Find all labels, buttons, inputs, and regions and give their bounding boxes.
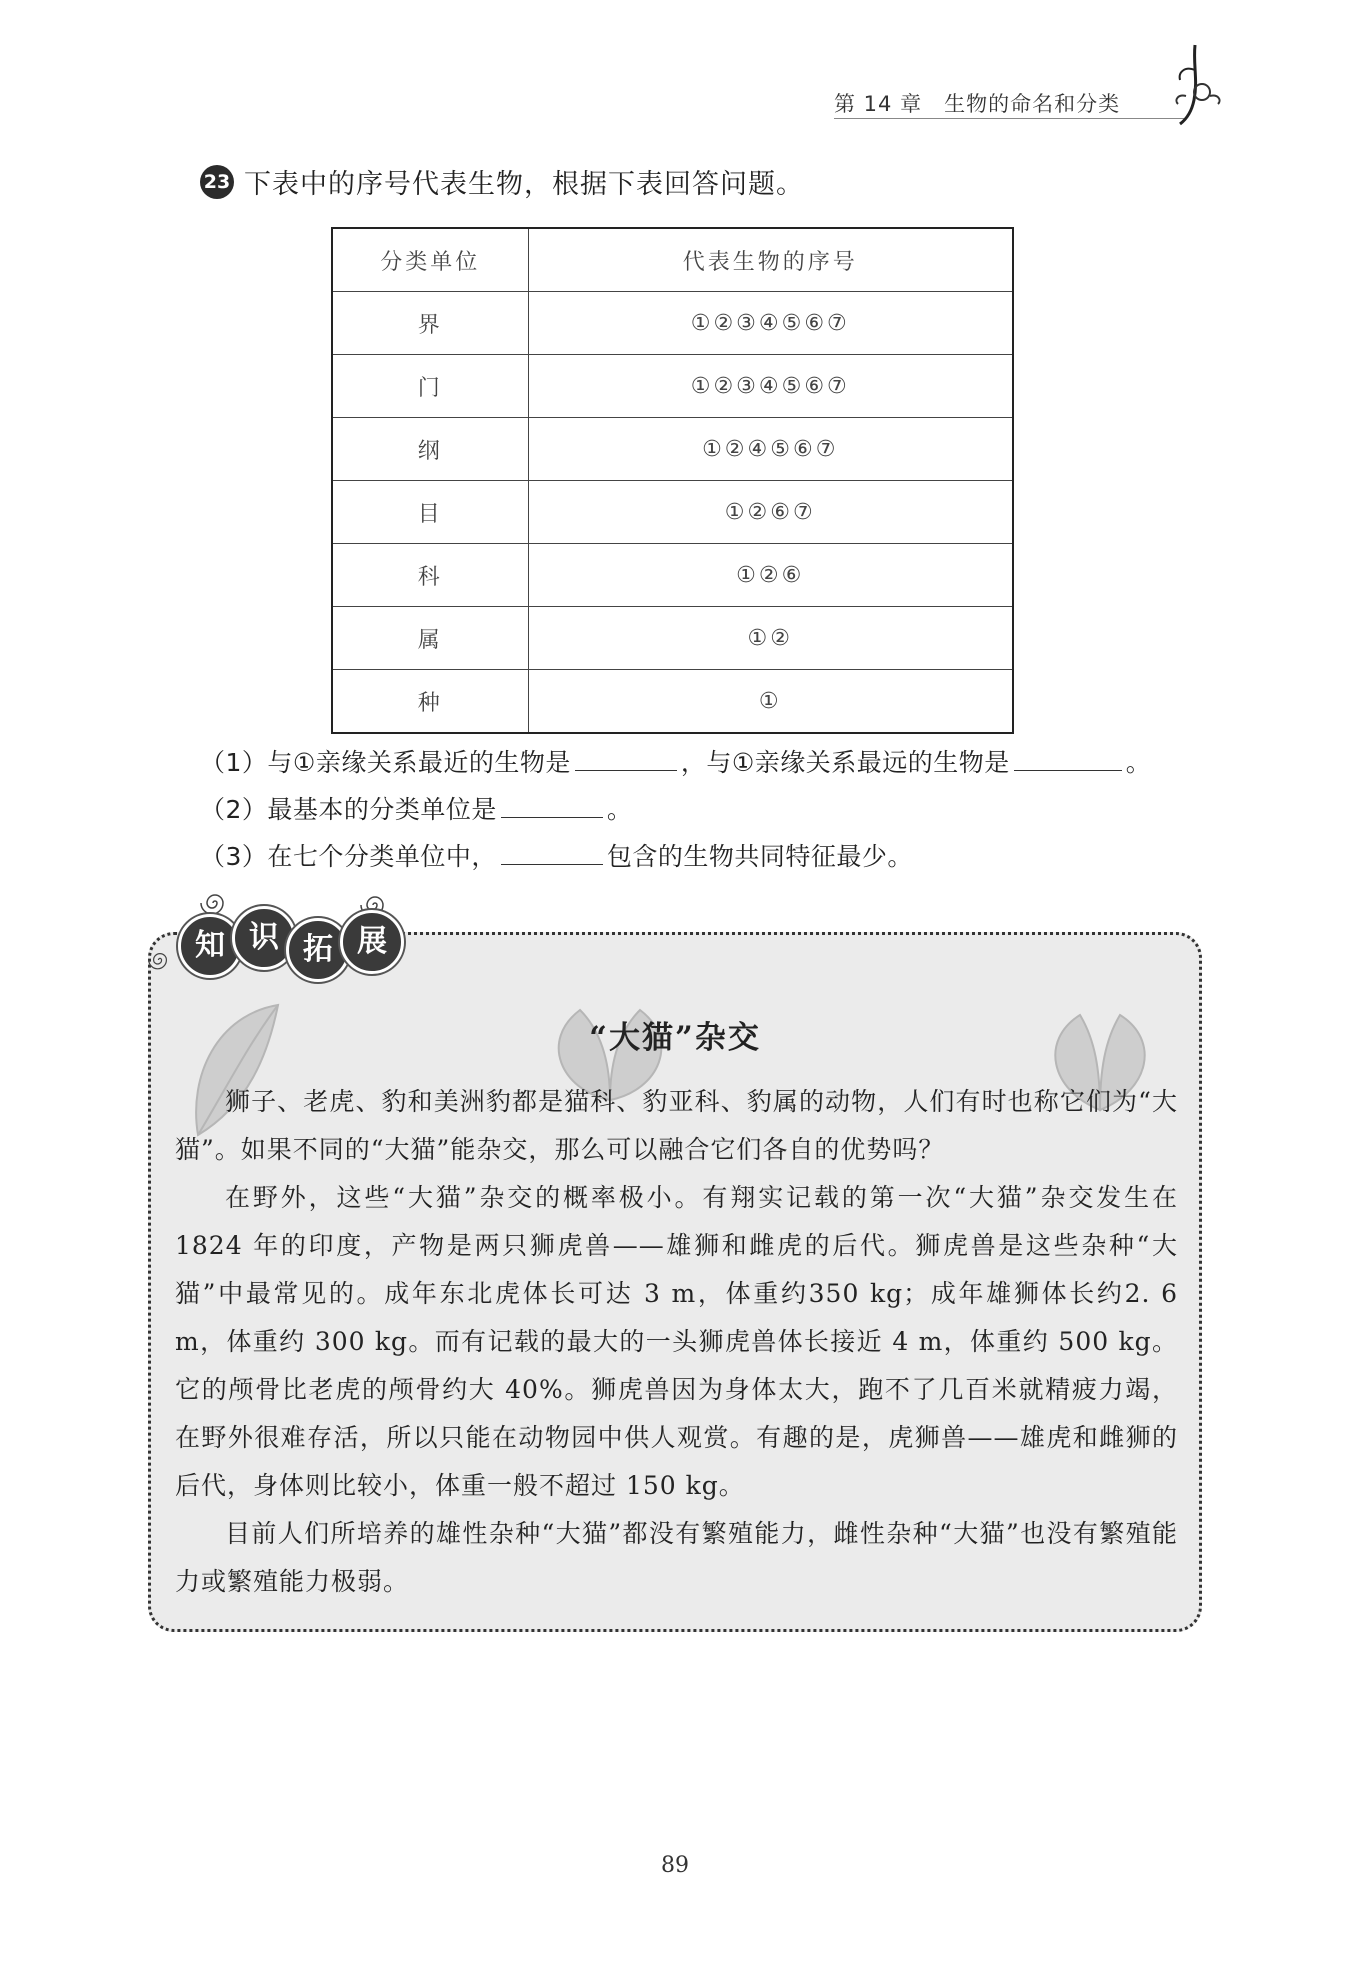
table-row <box>332 670 1013 734</box>
chapter-heading <box>834 88 1120 118</box>
article-paragraph: 目前人们所培养的雄性杂种“大猫”都没有繁殖能力，雌性杂种“大猫”也没有繁殖能力或繁殖能力极弱。 <box>175 1519 1178 1596</box>
subquestion-2 <box>200 790 632 826</box>
classification-table <box>331 227 1014 734</box>
table-cell-unit: 界 <box>332 292 528 355</box>
table-header-cell: 分类单位 <box>332 228 528 292</box>
answer-blank-1a[interactable] <box>575 744 677 771</box>
table-cell-unit: 属 <box>332 607 528 670</box>
table-cell-organisms: ①②③④⑤⑥⑦ <box>528 292 1013 355</box>
table-cell-unit: 纲 <box>332 418 528 481</box>
table-cell-organisms: ①② <box>528 607 1013 670</box>
chapter-title: 生物的命名和分类 <box>944 92 1121 116</box>
table-row <box>332 544 1013 607</box>
subquestion-1 <box>200 743 1151 779</box>
question-text: 下表中的序号代表生物，根据下表回答问题。 <box>244 169 804 200</box>
knowledge-extension-heading <box>150 888 410 978</box>
subquestion-1-text-c: 。 <box>1125 748 1152 777</box>
chapter-number: 第 14 章 <box>834 92 923 116</box>
answer-blank-1b[interactable] <box>1014 744 1122 771</box>
subquestion-3-text-a: （3）在七个分类单位中， <box>200 842 497 871</box>
table-cell-unit: 科 <box>332 544 528 607</box>
answer-blank-2[interactable] <box>501 791 603 818</box>
table-row <box>332 355 1013 418</box>
page-header <box>830 88 1270 128</box>
table-cell-organisms: ①②③④⑤⑥⑦ <box>528 355 1013 418</box>
table-cell-unit: 门 <box>332 355 528 418</box>
subquestion-3 <box>200 837 913 873</box>
article-body <box>175 1078 1178 1606</box>
table-row <box>332 481 1013 544</box>
subquestion-2-text-a: （2）最基本的分类单位是 <box>200 795 497 824</box>
table-cell-organisms: ①②⑥⑦ <box>528 481 1013 544</box>
table-cell-unit: 种 <box>332 670 528 734</box>
subquestion-1-text-a: （1）与①亲缘关系最近的生物是 <box>200 748 571 777</box>
page-number: 89 <box>661 1853 689 1878</box>
subquestion-2-text-b: 。 <box>606 795 633 824</box>
table-row <box>332 607 1013 670</box>
article-title: “大猫”杂交 <box>589 1020 761 1056</box>
question-number-badge: 23 <box>200 165 234 199</box>
article-paragraph: 在野外，这些“大猫”杂交的概率极小。有翔实记载的第一次“大猫”杂交发生在1824 年的印度，产物是两只狮虎兽——雄狮和雌虎的后代。狮虎兽是这些杂种“大猫”中最常见的。成年东北虎体长可达 3 m，体重约350 kg；成年雄狮体长约2. 6 m，体重约 300 kg。而有记载的最大的一头狮虎兽体长接近 4 m，体重约 500 kg。它的颅骨比老虎的颅骨约大 40%。狮虎兽因为身体太大，跑不了几百米就精疲力竭，在野外很难存活，所以只能在动物园中供人观赏。有趣的是，虎狮兽——雄虎和雌狮的后代，身体则比较小，体重一般不超过 150 kg。 <box>175 1183 1178 1500</box>
table-header-cell: 代表生物的序号 <box>528 228 1013 292</box>
subquestion-1-text-b: ，与①亲缘关系最远的生物是 <box>680 748 1010 777</box>
table-cell-organisms: ① <box>528 670 1013 734</box>
question-23 <box>200 162 804 201</box>
badge-tuo: 拓 <box>286 918 350 982</box>
table-cell-unit: 目 <box>332 481 528 544</box>
table-cell-organisms: ①②④⑤⑥⑦ <box>528 418 1013 481</box>
table-header-row <box>332 228 1013 292</box>
badge-shi: 识 <box>232 906 296 970</box>
table-cell-organisms: ①②⑥ <box>528 544 1013 607</box>
subquestion-3-text-b: 包含的生物共同特征最少。 <box>606 842 913 871</box>
badge-zhan: 展 <box>340 910 404 974</box>
flower-ornament-icon <box>1160 40 1230 130</box>
article-paragraph: 狮子、老虎、豹和美洲豹都是猫科、豹亚科、豹属的动物，人们有时也称它们为“大猫”。如果不同的“大猫”能杂交，那么可以融合它们各自的优势吗？ <box>175 1087 1178 1164</box>
badge-zhi: 知 <box>178 914 242 978</box>
swirl-icon <box>148 948 172 972</box>
header-rule <box>834 118 1184 119</box>
answer-blank-3[interactable] <box>501 838 603 865</box>
table-row <box>332 418 1013 481</box>
table-row <box>332 292 1013 355</box>
